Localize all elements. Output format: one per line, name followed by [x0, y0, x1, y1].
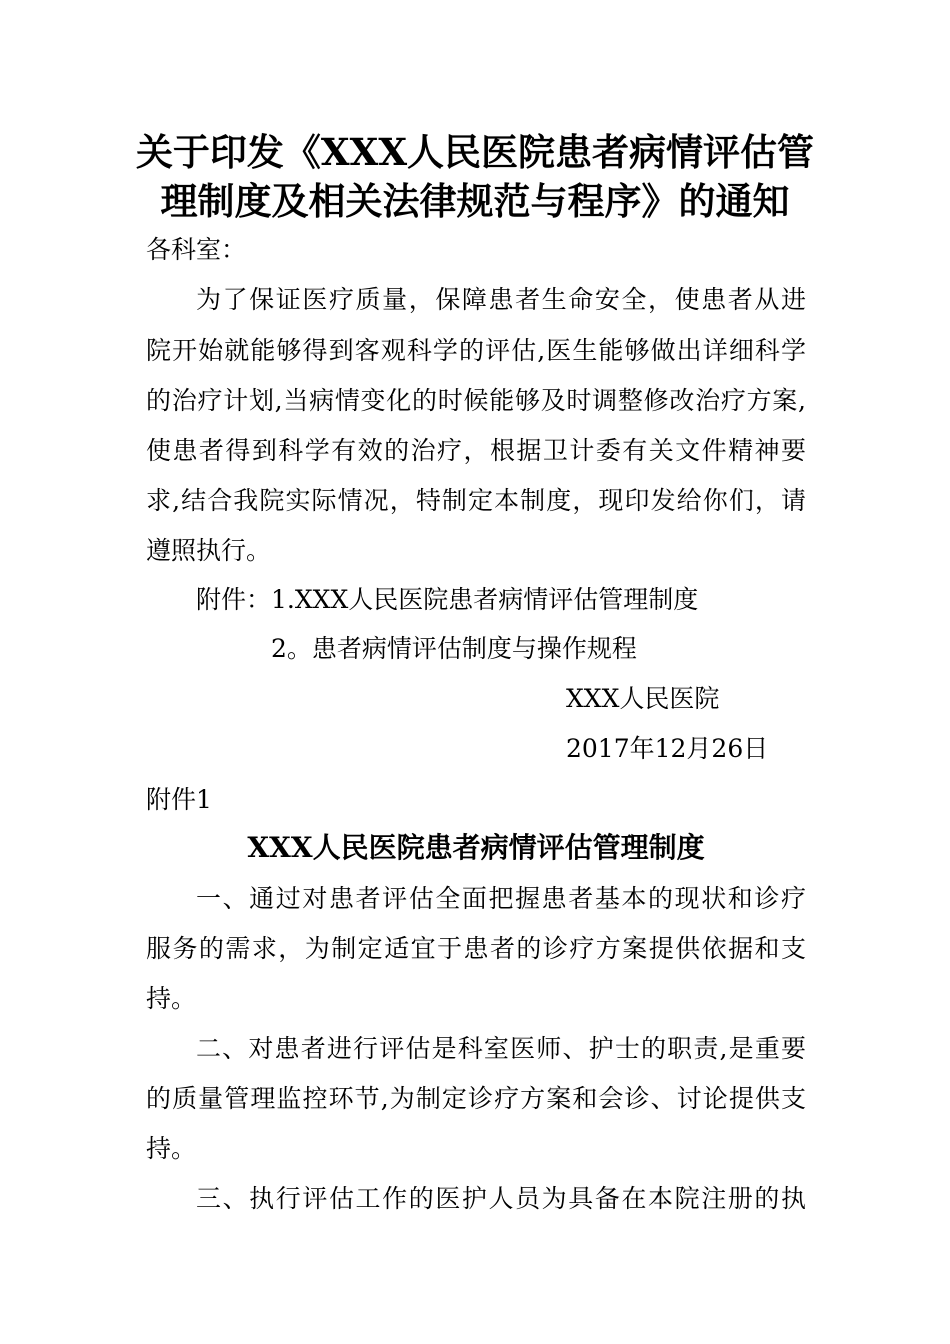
appendix-line-1: 一、通过对患者评估全面把握患者基本的现状和诊疗: [196, 884, 806, 913]
appendix-line-7: 三、执行评估工作的医护人员为具备在本院注册的执: [196, 1184, 806, 1213]
body-line-6: 遵照执行。: [146, 536, 272, 565]
signature-date: 2017年12月26日: [566, 734, 769, 763]
appendix-title: XXX人民医院患者病情评估管理制度: [247, 831, 705, 864]
notice-title-line-1: 关于印发《XXX人民医院患者病情评估管: [135, 130, 815, 174]
appendix-label: 附件1: [146, 785, 212, 814]
attachment-item-2: 2。患者病情评估制度与操作规程: [271, 634, 637, 663]
body-line-5: 求,结合我院实际情况，特制定本制度，现印发给你们，请: [146, 486, 806, 515]
body-line-1: 为了保证医疗质量，保障患者生命安全，使患者从进: [196, 285, 806, 314]
salutation: 各科室：: [146, 235, 247, 264]
body-line-4: 使患者得到科学有效的治疗，根据卫计委有关文件精神要: [146, 436, 806, 465]
appendix-line-6: 持。: [146, 1134, 197, 1163]
attachment-item-1: 附件：1.XXX人民医院患者病情评估管理制度: [196, 585, 699, 614]
appendix-line-3: 持。: [146, 984, 197, 1013]
body-line-2: 院开始就能够得到客观科学的评估,医生能够做出详细科学: [146, 336, 806, 365]
appendix-line-5: 的质量管理监控环节,为制定诊疗方案和会诊、讨论提供支: [146, 1084, 806, 1113]
signature-hospital: XXX人民医院: [566, 684, 720, 713]
notice-title-line-2: 理制度及相关法律规范与程序》的通知: [160, 179, 790, 223]
body-line-3: 的治疗计划,当病情变化的时候能够及时调整修改治疗方案,: [146, 386, 806, 415]
appendix-line-2: 服务的需求，为制定适宜于患者的诊疗方案提供依据和支: [146, 934, 806, 963]
appendix-line-4: 二、对患者进行评估是科室医师、护士的职责,是重要: [196, 1034, 806, 1063]
